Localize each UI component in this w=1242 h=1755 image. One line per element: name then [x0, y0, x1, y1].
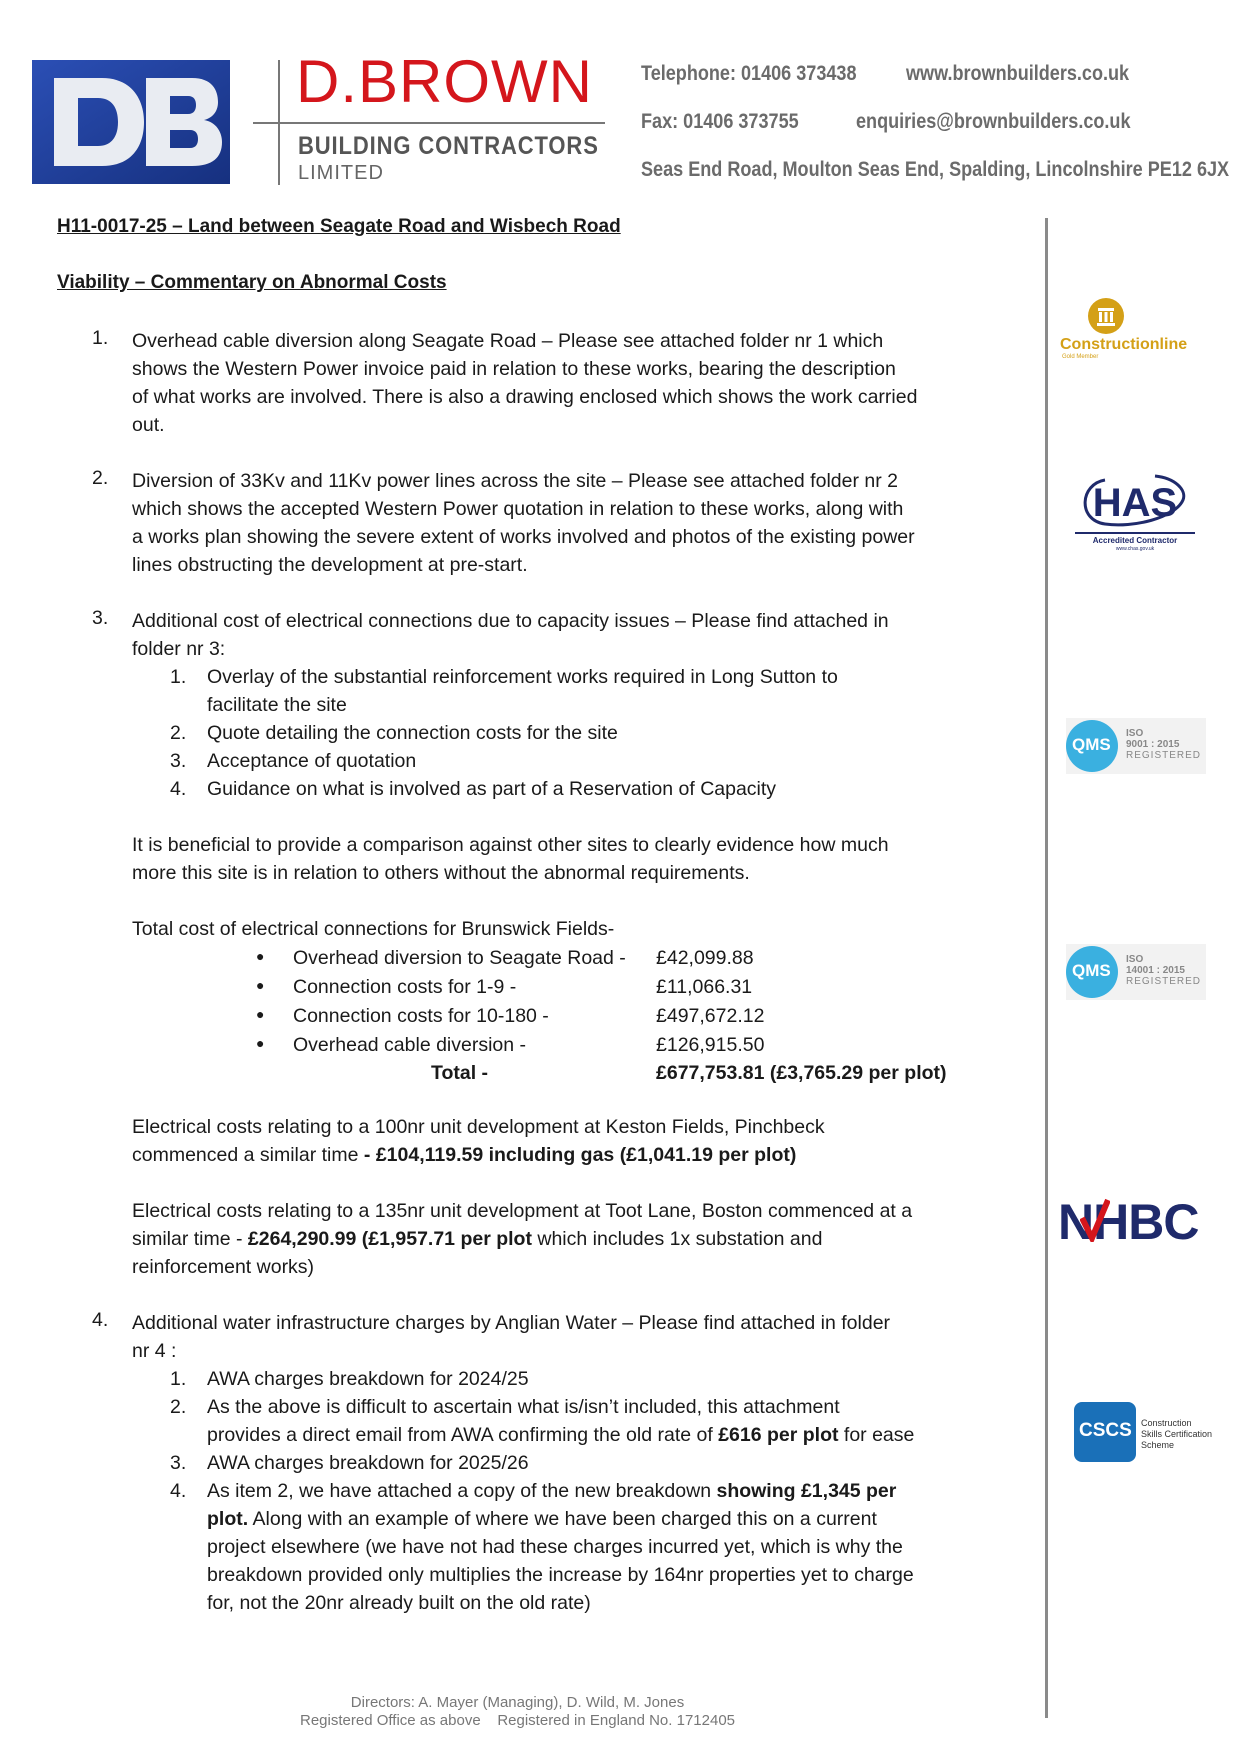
- keston-paragraph: [132, 1113, 825, 1169]
- text-line: [207, 1477, 914, 1505]
- bullet: ●: [256, 977, 265, 993]
- text-line: lines obstructing the development at pre-start.: [132, 554, 528, 576]
- text-span: commenced a similar time: [132, 1144, 364, 1166]
- text-line: Skills Certification: [1141, 1429, 1213, 1439]
- new-rate: showing £1,345 per: [716, 1480, 897, 1502]
- chas-icon: [1075, 470, 1195, 532]
- constructionline-sub: Gold Member: [1062, 354, 1099, 360]
- db-logo-icon: [32, 60, 230, 184]
- sub-number: 2.: [170, 722, 187, 744]
- sub-number: 1.: [170, 1368, 187, 1390]
- text-span: for ease: [838, 1424, 915, 1446]
- text-span: plot.: [207, 1508, 249, 1530]
- item-3-text: [132, 607, 889, 663]
- text-line: out.: [132, 414, 165, 436]
- text-line: a works plan showing the severe extent of works involved and photos of the existing power: [132, 526, 915, 548]
- sub-item-text: Quote detailing the connection costs for the site: [207, 722, 618, 744]
- text-line: Additional water infrastructure charges by Anglian Water – Please find attached in folder: [132, 1312, 891, 1334]
- qms-text: QMS: [1072, 961, 1111, 980]
- sub-item-text: [207, 663, 838, 719]
- text-line: Construction: [1141, 1418, 1192, 1428]
- item-1-text: [132, 327, 917, 439]
- text-line: As the above is difficult to ascertain what is/isn’t included, this attachment: [207, 1396, 840, 1418]
- iso-label: ISO: [1126, 728, 1144, 739]
- text-line: for, not the 20nr already built on the old rate): [207, 1592, 591, 1614]
- company-subtitle: BUILDING CONTRACTORS: [298, 132, 599, 160]
- text-line: Additional cost of electrical connections due to capacity issues – Please find attached in: [132, 610, 889, 632]
- svg-text:HAS: HAS: [1092, 481, 1178, 525]
- nhbc-logo: [1058, 1192, 1208, 1252]
- brunswick-intro: Total cost of electrical connections for Brunswick Fields-: [132, 918, 615, 940]
- text-span: similar time -: [132, 1228, 248, 1250]
- constructionline-logo: [1060, 296, 1200, 366]
- item-number: 2.: [92, 467, 109, 489]
- company-limited: LIMITED: [298, 162, 384, 184]
- sub-number: 4.: [170, 778, 187, 800]
- bullet: ●: [256, 948, 265, 964]
- iso-registered: REGISTERED: [1126, 976, 1202, 987]
- text-line: nr 4 :: [132, 1340, 177, 1362]
- text-line: of what works are involved. There is also a drawing enclosed which shows the work carried: [132, 386, 918, 408]
- sidebar-divider: [1045, 218, 1048, 1718]
- text-line: [132, 1225, 912, 1253]
- sub-item-text: AWA charges breakdown for 2024/25: [207, 1368, 529, 1390]
- text-span: Along with an example of where we have been charged this on a current: [248, 1508, 877, 1530]
- cost-label: Connection costs for 1-9 -: [293, 976, 517, 998]
- sub-item-text: Guidance on what is involved as part of a Reservation of Capacity: [207, 778, 777, 800]
- keston-cost: - £104,119.59 including gas (£1,041.19 per plot): [363, 1144, 797, 1166]
- chas-url: www.chas.gov.uk: [1115, 546, 1155, 552]
- item-number: 4.: [92, 1309, 109, 1331]
- text-line: It is beneficial to provide a comparison against other sites to clearly evidence how much: [132, 834, 889, 856]
- qms-text: QMS: [1072, 735, 1111, 754]
- sub-number: 3.: [170, 750, 187, 772]
- toot-paragraph: [132, 1197, 912, 1281]
- sub-item-text: [207, 1477, 914, 1617]
- text-line: which shows the accepted Western Power quotation in relation to these works, along with: [132, 498, 904, 520]
- sub-number: 2.: [170, 1396, 187, 1418]
- company-name: D.BROWN: [296, 48, 593, 115]
- text-line: Overlay of the substantial reinforcement works required in Long Sutton to: [207, 666, 838, 688]
- document-title: H11-0017-25 – Land between Seagate Road and Wisbech Road: [57, 216, 621, 237]
- chas-logo: [1075, 470, 1195, 565]
- fax: Fax: 01406 373755: [641, 110, 799, 133]
- bullet: ●: [256, 1035, 265, 1051]
- text-line: Overhead cable diversion along Seagate Road – Please see attached folder nr 1 which: [132, 330, 884, 352]
- text-span: which includes 1x substation and: [531, 1228, 823, 1250]
- text-line: more this site is in relation to others without the abnormal requirements.: [132, 862, 750, 884]
- cost-label: Connection costs for 10-180 -: [293, 1005, 549, 1027]
- cost-label: Overhead diversion to Seagate Road -: [293, 947, 626, 969]
- sub-number: 1.: [170, 666, 187, 688]
- footer-directors: Directors: A. Mayer (Managing), D. Wild, M. Jones: [350, 1694, 685, 1711]
- sub-item-text: [207, 1393, 914, 1449]
- cost-value: £497,672.12: [656, 1005, 765, 1027]
- footer-registration: Registered Office as above Registered in England No. 1712405: [300, 1712, 735, 1729]
- text-line: [207, 1505, 914, 1533]
- text-line: Electrical costs relating to a 135nr unit development at Toot Lane, Boston commenced at a: [132, 1200, 913, 1222]
- text-line: Scheme: [1141, 1440, 1175, 1450]
- text-span: As item 2, we have attached a copy of the new breakdown: [207, 1480, 717, 1502]
- nhbc-tick-icon: [1080, 1198, 1110, 1242]
- cscs-text: CSCS: [1079, 1420, 1132, 1441]
- iso-text: [1126, 728, 1201, 761]
- telephone: Telephone: 01406 373438: [641, 62, 857, 85]
- text-line: Electrical costs relating to a 100nr unit development at Keston Fields, Pinchbeck: [132, 1116, 825, 1138]
- iso-standard: 14001 : 2015: [1126, 965, 1185, 976]
- sub-item-text: Acceptance of quotation: [207, 750, 417, 772]
- cscs-subtext: [1141, 1418, 1212, 1451]
- old-rate: £616 per plot: [718, 1424, 839, 1446]
- address: Seas End Road, Moulton Seas End, Spalding, Lincolnshire PE12 6JX: [641, 158, 1230, 181]
- iso-standard: 9001 : 2015: [1126, 739, 1180, 750]
- text-line: Diversion of 33Kv and 11Kv power lines across the site – Please see attached folder nr 2: [132, 470, 898, 492]
- text-line: folder nr 3:: [132, 638, 226, 660]
- text-line: reinforcement works): [132, 1256, 315, 1278]
- total-value: £677,753.81 (£3,765.29 per plot): [656, 1062, 947, 1084]
- db-logo: [32, 60, 230, 184]
- chas-rule: [1075, 532, 1195, 534]
- cost-label: Overhead cable diversion -: [293, 1034, 527, 1056]
- text-span: provides a direct email from AWA confirming the old rate of: [207, 1424, 719, 1446]
- iso-14001-badge: [1066, 944, 1206, 1000]
- sub-number: 3.: [170, 1452, 187, 1474]
- email-link[interactable]: enquiries@brownbuilders.co.uk: [856, 110, 1131, 133]
- document-subtitle: Viability – Commentary on Abnormal Costs: [57, 272, 447, 293]
- iso-label: ISO: [1126, 954, 1144, 965]
- constructionline-text: Constructionline: [1060, 336, 1188, 353]
- chas-accredited: Accredited Contractor: [1092, 536, 1178, 545]
- sub-number: 4.: [170, 1480, 187, 1502]
- brand-divider-horizontal: [253, 122, 605, 124]
- comparison-paragraph: [132, 831, 889, 887]
- iso-9001-badge: [1066, 718, 1206, 774]
- nhbc-text: NHBC: [1058, 1194, 1199, 1250]
- text-line: [132, 1141, 825, 1169]
- website-link[interactable]: www.brownbuilders.co.uk: [906, 62, 1130, 85]
- cost-value: £11,066.31: [656, 976, 753, 998]
- toot-cost: £264,290.99 (£1,957.71 per plot: [247, 1228, 532, 1250]
- sub-item-text: AWA charges breakdown for 2025/26: [207, 1452, 529, 1474]
- cscs-logo: [1074, 1402, 1214, 1466]
- item-number: 3.: [92, 607, 109, 629]
- text-line: facilitate the site: [207, 694, 347, 716]
- item-4-text: [132, 1309, 890, 1365]
- total-label: Total -: [431, 1062, 489, 1084]
- text-line: project elsewhere (we have not had these charges incurred yet, which is why the: [207, 1536, 903, 1558]
- bullet: ●: [256, 1006, 265, 1022]
- cost-value: £42,099.88: [656, 947, 754, 969]
- iso-registered: REGISTERED: [1126, 750, 1202, 761]
- item-number: 1.: [92, 327, 109, 349]
- iso-text: [1126, 954, 1201, 987]
- text-line: [207, 1421, 914, 1449]
- text-line: breakdown provided only multiplies the increase by 164nr properties yet to charge: [207, 1564, 914, 1586]
- item-2-text: [132, 467, 915, 579]
- text-line: shows the Western Power invoice paid in relation to these works, bearing the description: [132, 358, 896, 380]
- cost-value: £126,915.50: [656, 1034, 765, 1056]
